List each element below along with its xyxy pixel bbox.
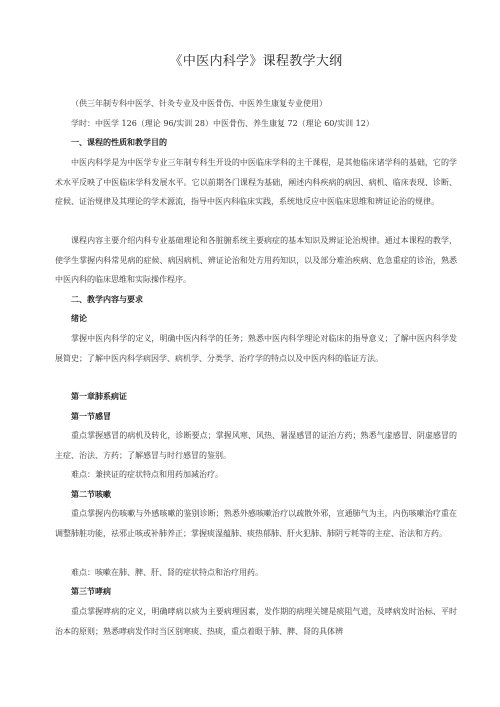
intro-heading: 绪论 bbox=[71, 314, 87, 323]
section1-heading: 一、课程的性质和教学目的 bbox=[71, 138, 167, 147]
page-title: 《中医内科学》课程教学大纲 bbox=[169, 54, 343, 69]
subtitle: （供三年制专科中医学、针灸专业及中医骨伤、中医养生康复专业使用） bbox=[71, 99, 327, 108]
section-cold-difficulty: 难点：兼挟证的症状特点和用药加减治疗。 bbox=[71, 470, 223, 479]
intro-paragraph: 掌握中医内科学的定义，明确中医内科学的任务；熟悉中医内科学理论对临床的指导意义；了解中医内科学发展简史；了解中医内科学病因学、病机学、分类学、治疗学的特点以及中医内科的临证方法。 bbox=[55, 334, 457, 363]
section-cough-paragraph: 重点掌握内伤咳嗽与外感咳嗽的鉴别诊断；熟悉外感咳嗽治疗以疏散外邪，宣通肺气为主，内伤咳嗽治疗重在调整肺脏功能，祛邪止咳或补肺养正；掌握痰湿蕴肺、痰热郁肺、肝火犯肺、肺阴亏耗等的主症、治法和方药。 bbox=[55, 509, 457, 538]
section-cold-heading: 第一节感冒 bbox=[71, 412, 111, 421]
section-asthma-paragraph: 重点掌握哮病的定义，明确哮病以痰为主要病理因素，发作期的病理关键是痰阻气道，及哮病发时治标、平时治本的原则；熟悉哮病发作时当区别寒痰、热痰，重点着眼于肺、脾、肾的具体辨 bbox=[55, 607, 457, 636]
section-asthma-heading: 第三节哮病 bbox=[71, 587, 111, 596]
section1-paragraph1: 中医内科学是为中医学专业三年制专科生开设的中医临床学科的主干课程，是其他临床诸学科的基础，它的学术水平反映了中医临床学科发展水平。它以前期各门课程为基础，阐述内科疾病的病因、病机、临床表现、诊断、症候、证治规律及其理论的学术源流，指导中医内科临床实践，系统地反应中医临床思维和辨证论治的规律。 bbox=[55, 158, 457, 206]
section1-paragraph2: 课程内容主要介绍内科专业基础理论和各脏腑系统主要病症的基本知识及辨证论治规律。通过本课程的教学，使学生掌握内科常见病的症候、病因病机、辨证论治和处方用药知识，以及部分难治疾病、危急重症的诊治，熟悉中医内科的临床思维和实际操作程序。 bbox=[55, 236, 457, 284]
section-cough-difficulty: 难点：咳嗽在肺、脾、肝、肾的症状特点和治疗用药。 bbox=[71, 568, 263, 577]
section2-heading: 二、教学内容与要求 bbox=[71, 295, 143, 304]
section-cold-paragraph: 重点掌握感冒的病机及转化，诊断要点；掌握风寒、风热、暑湿感冒的证治方药；熟悉气虚感冒、阴虚感冒的主症、治法、方药；了解感冒与时行感冒的鉴别。 bbox=[55, 431, 457, 460]
section-cough-heading: 第二节咳嗽 bbox=[71, 490, 111, 499]
hours-info: 学时：中医学 126（理论 96/实训 28）中医骨伤、养生康复 72（理论 60/实训 12） bbox=[71, 119, 374, 128]
chapter1-heading: 第一章肺系病证 bbox=[71, 392, 127, 401]
